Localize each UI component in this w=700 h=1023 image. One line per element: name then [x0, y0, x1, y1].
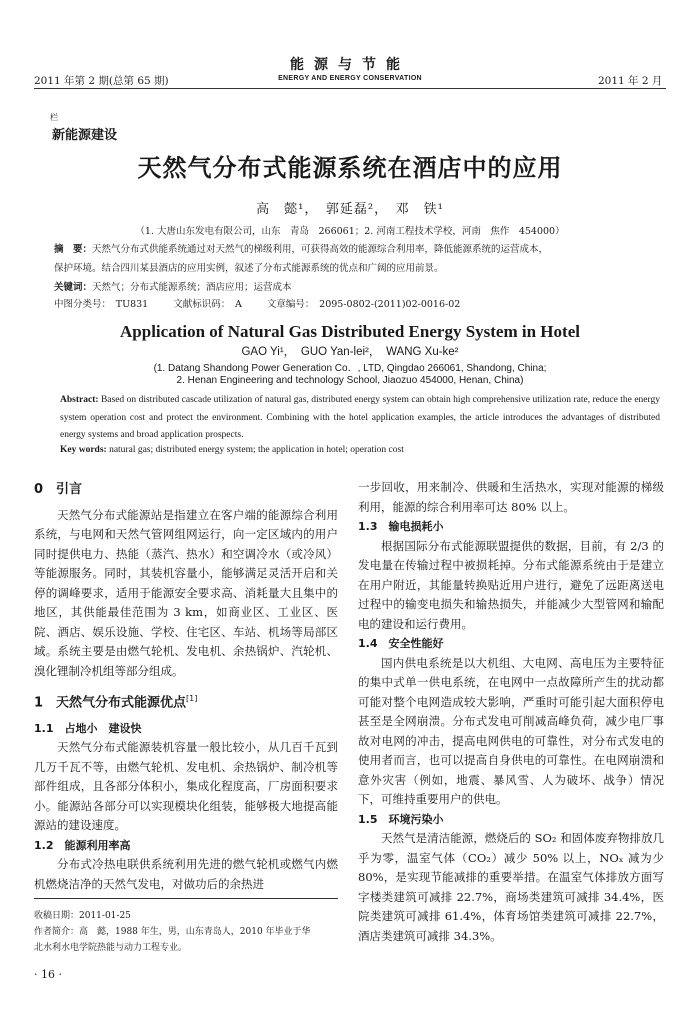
header-rule — [34, 88, 666, 89]
keywords-en-label: Key words: — [60, 445, 107, 455]
keywords-zh — [54, 278, 658, 297]
abstract-zh-text2: 保护环境。结合四川某县酒店的应用实例，叙述了分布式能源系统的优点和广阔的应用前景。 — [54, 263, 444, 274]
abstract-en — [60, 392, 660, 445]
section-label: 新能源建设 — [52, 128, 118, 143]
keywords-en — [60, 445, 404, 455]
paragraph-1-2: 分布式冷热电联供系统利用先进的燃气轮机或燃气内燃机燃烧洁净的天然气发电，对做功后的余热进 — [34, 857, 338, 891]
paragraph-1-5: 天然气是清洁能源，燃烧后的 SO₂ 和固体废弃物排放几乎为零，温室气体（CO₂）减少 50% 以上，NOₓ 减为少 80%，是实现节能减排的重要举措。在温室气体排放方面写字楼类建筑可减排 22.7%，商场类建筑可减排 34.4%，医院类建筑可减排 61.4%，体育场馆类建筑可减排 22.7%，酒店类建筑可减排 34.3%。 — [358, 831, 664, 943]
heading-1-2: 1.2 能源利用率高 — [34, 838, 131, 852]
heading-1-4: 1.4 安全性能好 — [358, 637, 444, 650]
abstract-en-text: Based on distributed cascade utilization of natural gas, distributed energy system can obtain high comprehensive utilization rate, reduce the energy system operation cost and protect the environment. Combining with the hotel application examples, the article introduces the advantages of distributed energy systems and broad application prospects. — [60, 395, 660, 440]
issue-date: 2011 年 2 月 — [598, 75, 663, 87]
heading-introduction: 0 引言 — [34, 482, 83, 497]
paragraph-1-2-continued: 一步回收，用来制冷、供暖和生活热水，实现对能源的梯级利用，能源的综合利用率可达 80% 以上。 — [358, 480, 664, 514]
affiliation-zh: （1. 大唐山东发电有限公司，山东 青岛 266061；2. 河南工程技术学校，河南 焦作 454000） — [135, 226, 565, 237]
authors-zh: 高 懿¹， 郭延磊²， 邓 铁¹ — [256, 202, 444, 217]
article-title-en: Application of Natural Gas Distributed Energy System in Hotel — [120, 322, 580, 341]
issue-info: 2011 年第 2 期(总第 65 期) — [34, 75, 169, 87]
body-right-column — [358, 478, 664, 946]
journal-masthead — [263, 54, 437, 82]
author-bio-line2: 北水利水电学院热能与动力工程专业。 — [34, 943, 188, 953]
section-mark: 栏 — [50, 113, 58, 122]
abstract-en-label: Abstract: — [60, 395, 99, 405]
clc-number: 中图分类号： TU831 — [54, 299, 149, 310]
abstract-zh-text1: 天然气分布式供能系统通过对天然气的梯级利用，可获得高效的能源综合利用率，降低能源系统的运营成本， — [92, 244, 549, 255]
keywords-en-text: natural gas; distributed energy system; the application in hotel; operation cost — [109, 445, 404, 455]
paragraph-1-3: 根据国际分布式能源联盟提供的数据，目前，有 2/3 的发电量在传输过程中被损耗掉。分布式能源系统由于是建立在用户附近，其能量转换贴近用户进行，避免了远距离送电过程中的输变电损失和输热损失，并能减少大型管网和输配电的建设和运行费用。 — [358, 538, 664, 631]
footnote — [34, 908, 344, 956]
journal-title-en: ENERGY AND ENERGY CONSERVATION — [278, 75, 422, 82]
authors-en: GAO Yi¹， GUO Yan-lei²， WANG Xu-ke² — [241, 346, 459, 358]
document-code: 文献标识码： A — [173, 299, 242, 310]
heading-1-1: 1.1 占地小 建设快 — [34, 721, 142, 735]
abstract-zh-line1 — [54, 240, 658, 259]
body-left-column — [34, 478, 338, 894]
affiliation-en-line1: (1. Datang Shandong Power Generation Co．, LTD, Qingdao 266061, Shandong, China; — [153, 363, 547, 374]
keywords-zh-label: 关键词： — [54, 282, 93, 293]
heading-1-5: 1.5 环境污染小 — [358, 812, 444, 826]
author-bio-line1: 作者简介：高 懿，1988 年生，男，山东青岛人，2010 年毕业于华 — [34, 927, 311, 937]
paragraph-1-1: 天然气分布式能源装机容量一般比较小，从几百千瓦到几万千瓦不等，由燃气轮机、发电机、余热锅炉、制冷机等部件组成，且各部分体积小，集成化程度高，厂房面积要求小。能源站各部分可以实现模块化组装，能够极大地提高能源站的建设速度。 — [34, 740, 338, 833]
heading-advantages — [34, 689, 338, 713]
paragraph-1-4: 国内供电系统是以大机组、大电网、高电压为主要特征的集中式单一供电系统，在电网中一点故障所产生的扰动都可能对整个电网造成较大影响，严重时可能引起大面积停电甚至是全网崩溃。分布式发电可削减高峰负荷，减少电厂事故对电网的冲击，提高电网供电的可靠性，对分布式发电的使用者而言，也可以提高自身供电的可靠性。在电网崩溃和意外灾害（例如，地震、暴风雪、人为破坏、战争）情况下，可维持重要用户的供电。 — [358, 655, 664, 806]
received-date: 收稿日期：2011-01-25 — [34, 911, 131, 921]
abstract-zh-label: 摘 要： — [54, 244, 93, 255]
citation-ref: [1] — [186, 694, 198, 703]
journal-title-zh: 能源与节能 — [290, 57, 410, 73]
heading-1-3: 1.3 输电损耗小 — [358, 520, 444, 533]
article-title-zh: 天然气分布式能源系统在酒店中的应用 — [137, 154, 563, 182]
heading-advantages-text: 1 天然气分布式能源优点 — [34, 695, 187, 711]
keywords-zh-text: 天然气；分布式能源系统；酒店应用；运营成本 — [92, 282, 292, 293]
classification-meta — [54, 296, 482, 310]
footnote-rule — [34, 898, 338, 899]
affiliation-en-line2: 2. Henan Engineering and technology School, Jiaozuo 454000, Henan, China) — [176, 375, 524, 386]
article-number: 文章编号： 2095-0802-(2011)02-0016-02 — [266, 299, 461, 310]
paragraph-introduction: 天然气分布式能源站是指建立在客户端的能源综合利用系统，与电网和天然气管网组网运行，向一定区域内的用户同时提供电力、热能（蒸汽、热水）和空调冷水（或冷风）等能源服务。同时，其装机容量小，能够满足灵活开启和关停的调峰要求，适用于能源安全要求高、消耗量大且集中的地区，其供能最佳范围为 3 km，如商业区、工业区、医院、酒店、娱乐设施、学校、住宅区、车站、机场等局部区域。系统主要是由燃气轮机、发电机、余热锅炉、汽轮机、溴化锂制冷机组等部分组成。 — [34, 507, 338, 678]
page-number: · 16 · — [34, 968, 62, 981]
